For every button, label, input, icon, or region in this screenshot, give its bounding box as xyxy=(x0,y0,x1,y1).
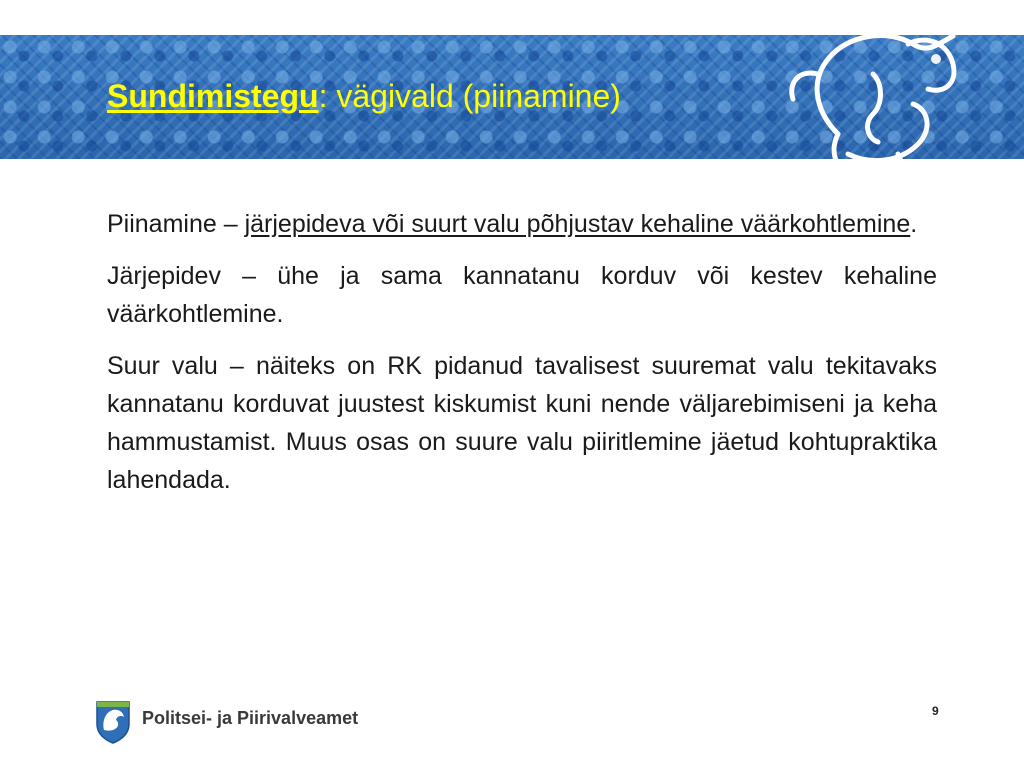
underlined-definition: järjepideva või suurt valu põhjustav kehaline väärkohtlemine xyxy=(244,210,911,238)
organization-name: Politsei- ja Piirivalveamet xyxy=(142,708,359,728)
page-number: 9 xyxy=(932,704,939,718)
police-shield-icon xyxy=(95,700,131,744)
paragraph-jarjepidev: Järjepidev – ühe ja sama kannatanu korduv või kestev kehaline väärkohtlemine. xyxy=(107,262,937,328)
slide-title xyxy=(107,70,621,122)
title-rest: : vägivald (piinamine) xyxy=(318,78,621,114)
lion-crest-icon xyxy=(778,14,978,194)
paragraph-end: . xyxy=(910,210,918,238)
paragraph-lead: Piinamine – xyxy=(107,210,245,238)
slide-body xyxy=(107,205,937,513)
paragraph-suur-valu: Suur valu – näiteks on RK pidanud tavalisest suuremat valu tekitavaks kannatanu korduvat juustest kiskumist kuni nende väljarebimiseni ja keha hammustamist. Muus osas on suure valu piiritlemine jäetud kohtupraktika lahendada. xyxy=(107,352,937,494)
paragraph-definition xyxy=(107,205,937,243)
title-keyword: Sundimistegu xyxy=(107,78,319,114)
